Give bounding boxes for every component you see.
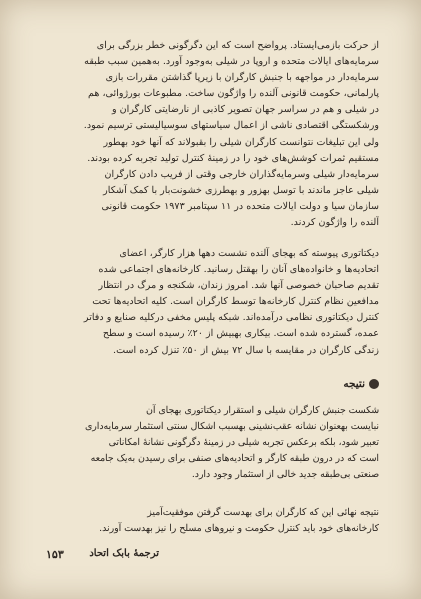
- text-line: کنترل دیکتاتوری نظامی درآمده‌اند. شبکه پلیس مخفی درکلیه صنایع و دفاتر: [83, 312, 379, 324]
- text-line: نتیجه نهائی این که کارگران برای بهدست گرفتن موفقیت‌آمیز: [147, 507, 379, 518]
- text-line: دیکتاتوری پیوسته که بهجای آلنده نشست دهها هزار کارگر، اعضای: [119, 248, 379, 259]
- text-line: سرمایه‌دار شیلی وسرمایه‌گذاران خارجی وقتی از فریب دادن کارگران: [104, 168, 379, 180]
- text-line: تعبیر شود، بلکه برعکس تجربه شیلی در زمینهٔ دگرگونی نشانهٔ امکاناتی: [108, 437, 379, 448]
- text-line: سازمان سیا و دولت ایالات متحده در ۱۱ سپتامبر ۱۹۷۳ حکومت قانونی: [101, 200, 379, 212]
- paragraph-2: [46, 246, 379, 359]
- section-heading: [46, 376, 379, 392]
- text-line: نبایست بهعنوان نشانه عقب‌نشینی بهسبب اشکال سنتی استثمار سرمایه‌داری: [85, 421, 379, 432]
- text-line: صنعتی بی‌طبقه جدید خالی از استثمار وجود دارد.: [191, 469, 379, 480]
- text-line: پارلمانی، حکومت قانونی آلنده را واژگون ساخت. مطبوعات بورژوائی، هم: [87, 88, 379, 100]
- paragraph-1: [46, 38, 379, 231]
- translator-credit: ترجمهٔ بابک اتحاد: [89, 548, 159, 559]
- paragraph-4: [46, 505, 379, 537]
- text-line: شکست جنبش کارگران شیلی و استقرار دیکتاتوری بهجای آن: [146, 405, 379, 416]
- text-line: از حرکت بازمی‌ایستاد. پرواضح است که این دگرگونی خطر بزرگی برای: [96, 40, 379, 51]
- text-line: تقدیم صاحبان خصوصی آنها شد. امروز زندان، شکنجه و مرگ در انتظار: [98, 280, 379, 292]
- text-line: سرمایه‌های ایالات متحده و اروپا در شیلی به‌وجود آورد. به‌همین سبب طبقه: [84, 56, 379, 68]
- text-line: ولی این تبلیغات نتوانست کارگران شیلی را بقبولاند که آنها خود بهطور: [103, 136, 379, 148]
- text-line: سرمایه‌دار در مواجهه با جنبش کارگران با زیرپا گذاشتن مقررات بازی: [105, 72, 379, 84]
- text-line: اتحادیه‌ها و خانواده‌های آنان را بهقتل رسانید. کارخانه‌های اجتماعی شده: [98, 264, 379, 276]
- text-line: زندگی کارگران در مقایسه با سال ۷۲ بیش از ۵۰٪ تنزل کرده است.: [113, 344, 379, 356]
- text-line: شیلی عاجز ماندند با توسل بهزور و بهطرزی خشونت‌بار با کمک آشکار: [103, 184, 379, 196]
- text-line: عمده، گسترده شده است. بیکاری بهبیش از ۲۰٪ رسیده است و سطح: [102, 328, 379, 340]
- text-line: است که در درون طبقه کارگر و اتحادیه‌های صنفی برای رسیدن به‌یک جامعه: [90, 453, 379, 464]
- text-line: کارخانه‌های خود باید کنترل حکومت و نیروهای مسلح را نیز بهدست آورند.: [99, 523, 379, 534]
- text-line: در شیلی و هم در سراسر جهان تصویر کاذبی از نارضایتی کارگران و: [111, 104, 379, 116]
- page-number: ۱۵۳: [46, 548, 64, 561]
- bullet-icon: [369, 379, 379, 389]
- text-line: مستقیم ثمرات کوشش‌های خود را در زمینهٔ کنترل تولید تجربه کرده بودند.: [87, 152, 379, 164]
- section-title: نتیجه: [343, 378, 365, 390]
- text-line: ورشکستگی اقتصادی ناشی از اعمال سیاستهای سوسیالیستی ترسیم نمود.: [83, 120, 379, 132]
- text-line: مدافعین نظام کنترل کارخانه‌ها توسط کارگران است. کلیه اتحادیه‌ها تحت: [92, 296, 379, 308]
- paragraph-3: [46, 403, 379, 483]
- text-line: آلنده را واژگون کردند.: [290, 217, 379, 229]
